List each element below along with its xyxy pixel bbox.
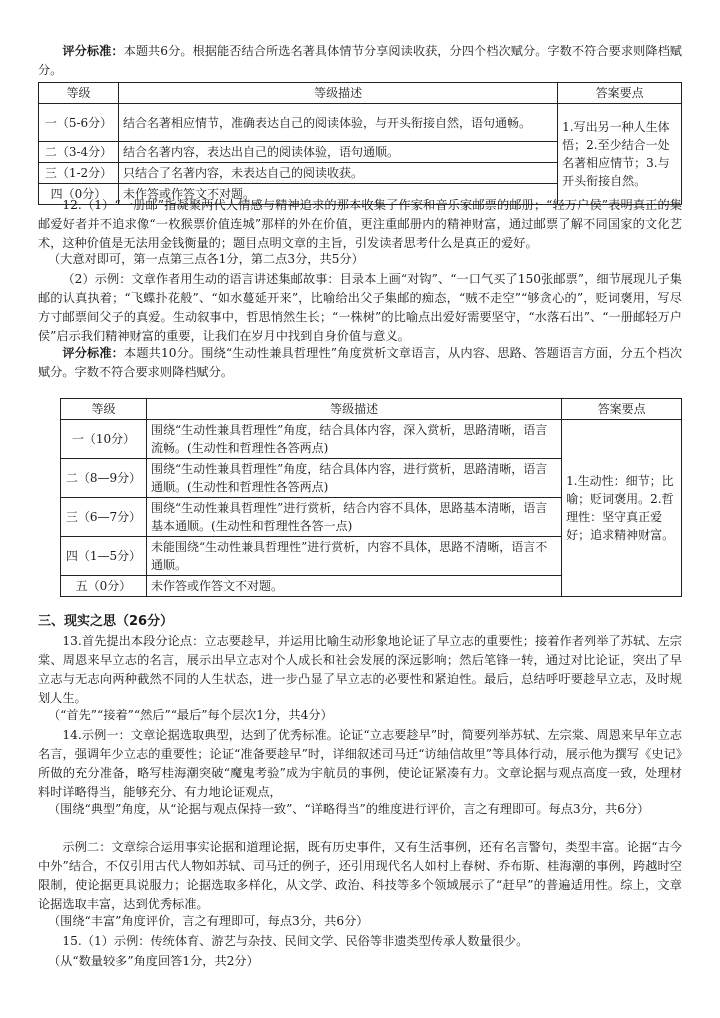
criteria-paragraph-1 [38, 42, 682, 80]
q15-scoring-note: （从“数量较多”角度回答1分，共2分） [48, 954, 259, 968]
table2-header-desc: 等级描述 [146, 399, 561, 420]
q13-answer: 13.首先提出本段分论点：立志要趁早，并运用比喻生动形象地论证了早立志的重要性；接着作者列举了苏轼、左宗棠、周恩来早立志的名言，展示出早立志对个人成长和社会发展的深远影响；然后笔锋一转，通过对比论证，突出了早立志与无志向两种截然不同的人生状态，进一步凸显了早立志的必要性和紧迫性。最后，总结呼吁要趁早立志，及时规划人生。 [38, 634, 682, 706]
table1-desc-2: 结合名著内容，表达出自己的阅读体验，语句通顺。 [118, 142, 557, 163]
criteria-label-2: 评分标准： [62, 346, 124, 360]
grading-table-1 [38, 82, 682, 205]
table2-level-1: 一（10分） [61, 420, 147, 459]
q14-example2-scoring-note: （围绕“丰富”角度评价，言之有理即可，每点3分，共6分） [48, 914, 369, 928]
table1-level-3: 三（1-2分） [39, 163, 119, 184]
table2-answer-points: 1.生动性：细节；比喻；贬词褒用。2.哲理性：坚守真正爱好；追求精神财富。 [562, 420, 682, 597]
table1-header-row [39, 83, 682, 104]
table1-header-points: 答案要点 [558, 83, 682, 104]
table2-desc-4: 未能围绕“生动性兼具哲理性”进行赏析，内容不具体，思路不清晰，语言不通顺。 [146, 537, 561, 576]
grading-table-2 [60, 398, 682, 597]
table2-level-5: 五（0分） [61, 576, 147, 597]
table1-header-desc: 等级描述 [118, 83, 557, 104]
table1-header-level: 等级 [39, 83, 119, 104]
table-row [39, 104, 682, 142]
table2-level-4: 四（1—5分） [61, 537, 147, 576]
table2-desc-5: 未作答或作答文不对题。 [146, 576, 561, 597]
q14-example2-answer: 示例二：文章综合运用事实论据和道理论据，既有历史事件，又有生活事例，还有名言警句，类型丰富。论据“古今中外”结合，不仅引用古代人物如苏轼、司马迁的例子，还引用现代名人如村上春树、乔布斯、桂海潮的事例，跨越时空限制，使论据更具说服力；论据选取多样化，从文学、政治、科技等多个领域展示了“赶早”的普遍适用性。综上，文章论据选取丰富，达到优秀标准。 [38, 840, 682, 912]
table2-header-level: 等级 [61, 399, 147, 420]
table2-header-row [61, 399, 682, 420]
table2-desc-2: 围绕“生动性兼具哲理性”角度，结合具体内容，进行赏析，思路清晰，语言通顺。(生动性和哲理性各答两点) [146, 459, 561, 498]
table2-level-2: 二（8—9分） [61, 459, 147, 498]
table1-answer-points: 1.写出另一种人生体悟；2.至少结合一处名著相应情节；3.与开头衔接自然。 [558, 104, 682, 205]
table-row [61, 420, 682, 459]
table1-level-1: 一（5-6分） [39, 104, 119, 142]
table2-desc-3: 围绕“生动性兼具哲理性”进行赏析，结合内容不具体，思路基本清晰，语言基本通顺。(生动性和哲理性各答一点) [146, 498, 561, 537]
table2-level-3: 三（6—7分） [61, 498, 147, 537]
q15-answer: 15.（1）示例：传统体育、游艺与杂技、民间文学、民俗等非遗类型传承人数量很少。 [62, 934, 529, 948]
table1-desc-3: 只结合了名著内容，未表达自己的阅读收获。 [118, 163, 557, 184]
table1-desc-4: 未作答或作答文不对题。 [118, 184, 557, 205]
criteria-label-1: 评分标准： [62, 44, 124, 58]
criteria-text-1: 本题共6分。根据能否结合所选名著具体情节分享阅读收获，分四个档次赋分。字数不符合要求则降档赋分。 [38, 44, 682, 78]
q12-part1-scoring-note: （大意对即可，第一点第三点各1分，第二点3分，共5分） [48, 252, 364, 266]
q14-example1-scoring-note: （围绕“典型”角度，从“论据与观点保持一致”、“详略得当”的维度进行评价，言之有理即可。每点3分，共6分） [48, 802, 650, 816]
criteria-paragraph-2 [38, 344, 682, 382]
table2-desc-1: 围绕“生动性兼具哲理性”角度，结合具体内容，深入赏析，思路清晰，语言流畅。(生动性和哲理性各答两点) [146, 420, 561, 459]
criteria-text-2: 本题共10分。围绕“生动性兼具哲理性”角度赏析文章语言，从内容、思路、答题语言方面，分五个档次赋分。字数不符合要求则降档赋分。 [38, 346, 683, 380]
q14-example1-answer: 14.示例一：文章论据选取典型，达到了优秀标准。论证“立志要趁早”时，简要列举苏轼、左宗棠、周恩来早年立志名言，强调年少立志的重要性；论证“准备要趁早”时，详细叙述司马迁“访䌷信故里”等具体行动，展示他为撰写《史记》所做的充分准备，略写桂海潮突破“魔鬼考验”成为宇航员的事例，使论证紧凑有力。文章论据与观点高度一致，处理材料时详略得当，能够充分、有力地论证观点， [38, 728, 682, 800]
table1-level-4: 四（0分） [39, 184, 119, 205]
table1-desc-1: 结合名著相应情节，准确表达自己的阅读体验，与开头衔接自然，语句通畅。 [118, 104, 557, 142]
q13-scoring-note: （“首先”“接着”“然后”“最后”每个层次1分，共4分） [48, 708, 333, 722]
table1-level-2: 二（3-4分） [39, 142, 119, 163]
section-heading: 三、现实之思（26分） [38, 614, 174, 629]
q12-part1-answer: 12.（1）“一册邮”指凝聚两代人情感与精神追求的那本收集了作家和音乐家邮票的邮册；“轻万户侯”表明真正的集邮爱好者并不追求像“一枚猴票价值连城”那样的外在价值，更注重邮册内的精神财富，通过邮票了解不同国家的文化艺术，这种价值是无法用金钱衡量的；题目点明文章的主旨，引发读者思考什么是真正的爱好。 [38, 198, 682, 251]
table2-header-points: 答案要点 [562, 399, 682, 420]
q12-part2-answer: （2）示例：文章作者用生动的语言讲述集邮故事：目录本上画“对钩”、“一口气买了150张邮票”，细节展现儿子集邮的认真执着；“飞蝶扑花般”、“如水蔓延开来”，比喻给出父子集邮的痴态，“贼不走空”“够贪心的”，贬词褒用，写尽方寸邮票间父子的真爱。生动叙事中，哲思悄然生长；“一株树”的比喻点出爱好需要坚守，“水落石出”、“一册邮轻万户侯”启示我们精神财富的重要，让我们在岁月中找到自身价值与意义。 [38, 272, 682, 344]
